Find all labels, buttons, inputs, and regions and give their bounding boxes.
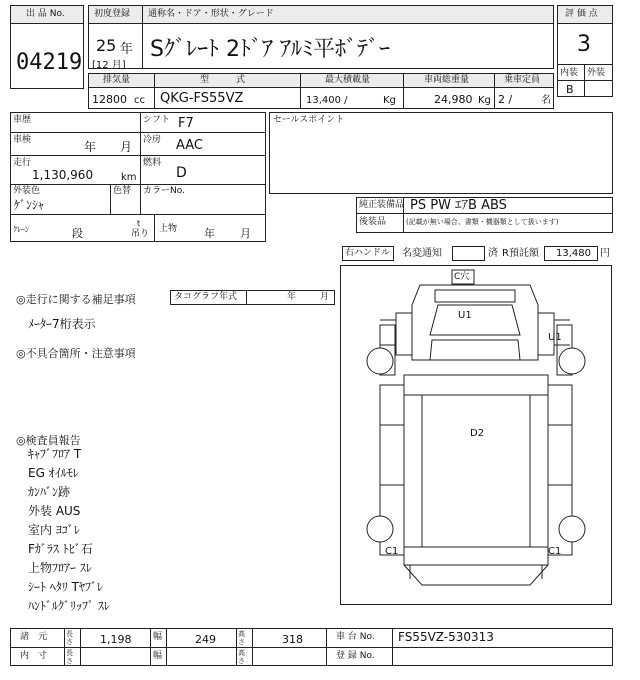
capacity-label: 乗車定員 bbox=[504, 75, 541, 85]
first-registration-label: 初度登録 bbox=[94, 9, 131, 19]
interior-length-label: 長さ bbox=[66, 649, 73, 665]
first-registration-year: 25 bbox=[96, 36, 117, 55]
upper-month-unit: 月 bbox=[240, 227, 251, 240]
equipment-value: PS PW ｴｱB ABS bbox=[410, 198, 507, 213]
history-label: 車歴 bbox=[13, 115, 32, 125]
length-value: 1,198 bbox=[100, 633, 132, 646]
lot-number-label: 出 品 No. bbox=[26, 9, 65, 19]
name-label: 通称名・ドア・形状・グレード bbox=[148, 9, 274, 19]
inspector-line: 外装 AUS bbox=[28, 504, 81, 518]
inspector-line: EG ｵｲﾙﾓﾚ bbox=[28, 466, 79, 480]
model-code: QKG-FS55VZ bbox=[160, 91, 244, 106]
inspection-month-unit: 月 bbox=[120, 140, 133, 154]
interior-width-label: 幅 bbox=[153, 651, 163, 661]
steering-side: 右ハンドル bbox=[345, 248, 391, 258]
displacement-unit: cc bbox=[134, 95, 145, 106]
tax-status: 済 bbox=[488, 248, 498, 259]
interior-grade-label: 内装 bbox=[560, 68, 579, 78]
exterior-color-value: ｹﾞﾝｼｬ bbox=[14, 198, 45, 212]
aftermarket-label: 後装品 bbox=[359, 217, 387, 227]
inspector-title: ◎検査員報告 bbox=[16, 434, 81, 447]
crane-ton-unit: t bbox=[137, 219, 141, 228]
interior-height-label: 高さ bbox=[238, 649, 245, 665]
capacity: 2 / bbox=[498, 93, 513, 106]
upper-year-unit: 年 bbox=[204, 227, 215, 240]
mark-u1-front: U1 bbox=[458, 310, 472, 321]
spec-row-header bbox=[88, 73, 554, 88]
aftermarket-note: (記載が無い場合、書類・機器類として扱います) bbox=[406, 218, 559, 226]
interior-dims-label: 内 寸 bbox=[20, 651, 48, 661]
color-code-label: カラーNo. bbox=[143, 186, 185, 196]
shift-label: シフト bbox=[143, 115, 171, 125]
mileage-value: 1,130,960 bbox=[32, 168, 94, 182]
displacement: 12800 bbox=[92, 93, 127, 106]
inspector-line: ﾊﾝﾄﾞﾙｸﾞﾘｯﾌﾟ ｽﾚ bbox=[28, 599, 110, 613]
capacity-unit: 名 bbox=[541, 95, 551, 106]
crane-label: ｸﾚｰﾝ bbox=[13, 225, 29, 234]
inspector-line: ｷｬﾌﾞﾌﾛｱ T bbox=[28, 447, 82, 461]
inspector-line: 室内 ﾖｺﾞﾚ bbox=[28, 523, 80, 537]
model-label: 型 式 bbox=[200, 75, 246, 85]
mark-d2-bed: D2 bbox=[470, 428, 485, 439]
inspector-line: Fｶﾞﾗｽ ﾄﾋﾞ石 bbox=[28, 542, 93, 556]
interior-grade: B bbox=[566, 83, 574, 96]
name-change-label: 名変通知 bbox=[402, 248, 442, 259]
shift-value: F7 bbox=[178, 116, 194, 131]
defects-title: ◎不具合箇所・注意事項 bbox=[16, 347, 136, 360]
crane-stage-unit: 段 bbox=[72, 227, 83, 240]
displacement-label: 排気量 bbox=[103, 75, 131, 85]
vehicle-name: Sｸﾞﾚｰﾄ 2ﾄﾞｱ ｱﾙﾐ平ﾎﾞﾃﾞｰ bbox=[150, 37, 390, 62]
first-registration-month: [12 月] bbox=[92, 60, 126, 71]
height-label: 高さ bbox=[238, 630, 245, 646]
aircon-value: AAC bbox=[176, 138, 203, 153]
color-change-label: 色替 bbox=[113, 186, 132, 196]
gross-weight: 24,980 bbox=[434, 93, 473, 106]
crane-hang: 吊り bbox=[131, 229, 150, 239]
supplementary-title: ◎走行に関する補足事項 bbox=[16, 293, 136, 306]
width-label: 幅 bbox=[153, 632, 163, 642]
supplementary-text: ﾒｰﾀｰ7桁表示 bbox=[28, 317, 96, 331]
exterior-grade-label: 外装 bbox=[587, 68, 606, 78]
max-load-unit: Kg bbox=[383, 95, 396, 106]
aircon-label: 冷房 bbox=[143, 135, 162, 145]
inspection-year-unit: 年 bbox=[84, 140, 97, 154]
lot-number: 04219 bbox=[16, 50, 83, 75]
inspection-label: 車検 bbox=[13, 135, 32, 145]
gross-weight-label: 車両総重量 bbox=[424, 75, 470, 85]
tachograph-label: タコグラフ年式 bbox=[174, 292, 238, 302]
gross-weight-unit: Kg bbox=[478, 95, 491, 106]
mark-c1-right: C1 bbox=[548, 546, 562, 557]
sales-point-label: セールスポイント bbox=[273, 115, 345, 125]
chassis-number: FS55VZ-530313 bbox=[398, 630, 494, 644]
recycle-label: R預託額 bbox=[502, 248, 539, 259]
width-value: 249 bbox=[195, 633, 216, 646]
score-label: 評 価 点 bbox=[565, 9, 598, 19]
recycle-unit: 円 bbox=[600, 248, 610, 259]
registration-label: 登 録 No. bbox=[336, 651, 375, 661]
max-load-label: 最大積載量 bbox=[325, 75, 371, 85]
dims-label: 諸 元 bbox=[20, 632, 48, 642]
max-load: 13,400 / bbox=[306, 95, 348, 106]
exterior-color-label: 外装色 bbox=[13, 186, 41, 196]
mileage-label: 走行 bbox=[13, 158, 32, 168]
equipment-label: 純正装備品 bbox=[359, 200, 405, 210]
tacho-year-unit: 年 bbox=[287, 292, 297, 302]
mark-c-hole: C穴 bbox=[454, 272, 470, 282]
tacho-month-unit: 月 bbox=[320, 292, 330, 302]
length-label: 長さ bbox=[66, 630, 73, 646]
name-change-box bbox=[452, 246, 485, 261]
inspector-line: ｶﾝﾊﾞﾝ跡 bbox=[28, 485, 71, 499]
recycle-value: 13,480 bbox=[556, 248, 591, 259]
inspector-line: 上物ﾌﾛｱｰ ｽﾚ bbox=[28, 561, 92, 575]
score-value: 3 bbox=[577, 32, 591, 57]
fuel-value: D bbox=[176, 165, 187, 181]
fuel-label: 燃料 bbox=[143, 158, 162, 168]
year-unit: 年 bbox=[120, 42, 134, 57]
upper-label: 上物 bbox=[159, 224, 178, 234]
mileage-unit: km bbox=[121, 172, 137, 183]
height-value: 318 bbox=[282, 633, 303, 646]
chassis-label: 車 台 No. bbox=[336, 632, 375, 642]
mark-u1-side: U1 bbox=[548, 332, 562, 343]
mark-c1-left: C1 bbox=[385, 546, 399, 557]
inspector-line: ｼｰﾄ ﾍﾀﾘ Tﾔﾌﾞﾚ bbox=[28, 580, 103, 594]
